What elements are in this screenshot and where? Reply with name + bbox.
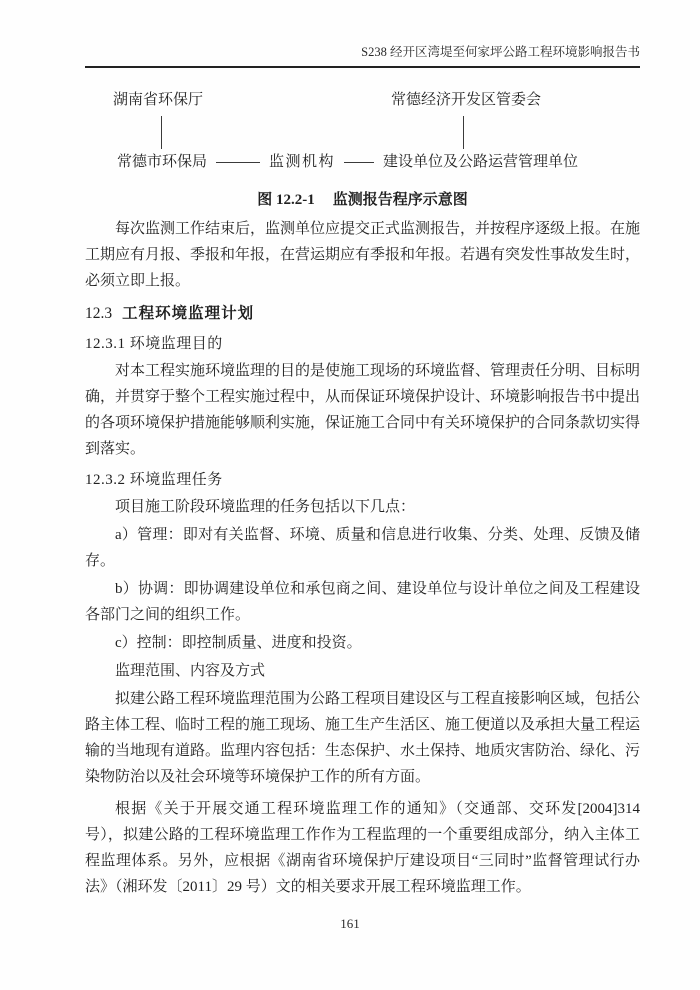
diagram-connector-horizontal-2 <box>344 162 374 163</box>
list-item-c: c）控制：即控制质量、进度和投资。 <box>115 635 362 651</box>
paragraph-tasks-intro: 项目施工阶段环境监理的任务包括以下几点： <box>115 499 416 515</box>
heading-12-3-1: 12.3.1 环境监理目的 <box>85 336 223 352</box>
paragraph-scope-label: 监理范围、内容及方式 <box>115 663 266 679</box>
page-content <box>85 88 640 900</box>
running-title: S238 经开区湾堤至何家坪公路工程环境影响报告书 <box>361 45 640 59</box>
diagram-node-changde-edz: 常德经济开发区管委会 <box>391 92 542 108</box>
diagram-connector-left-vertical <box>161 116 162 149</box>
diagram-connector-right-vertical <box>463 116 464 149</box>
heading-12-3-title: 工程环境监理计划 <box>122 305 255 322</box>
diagram-node-construction-unit: 建设单位及公路运营管理单位 <box>383 154 579 170</box>
figure-caption-title: 监测报告程序示意图 <box>332 192 468 208</box>
page-number: 161 <box>340 916 360 931</box>
heading-12-3 <box>85 302 640 326</box>
diagram-node-provincial-epa: 湖南省环保厅 <box>113 92 204 108</box>
monitoring-report-flow-diagram <box>85 88 640 178</box>
diagram-connector-horizontal-1 <box>216 162 260 163</box>
paragraph-scope: 拟建公路工程环境监理范围为公路工程项目建设区与工程直接影响区域，包括公路主体工程、临时工程的施工现场、施工生产生活区、施工便道以及承担大量工程运输的当地现有道路。监理内容包括：生态保护、水土保持、地质灾害防治、绿化、污染物防治以及社会环境等环境保护工作的所有方面。 <box>85 691 641 785</box>
page-header <box>85 0 640 68</box>
page-footer <box>0 916 700 932</box>
heading-12-3-number: 12.3 <box>85 305 113 322</box>
list-item-b: b）协调：即协调建设单位和承包商之间、建设单位与设计单位之间及工程建设各部门之间的组织工作。 <box>85 581 640 623</box>
paragraph-reporting: 每次监测工作结束后，监测单位应提交正式监测报告，并按程序逐级上报。在施工期应有月报、季报和年报，在营运期应有季报和年报。若遇有突发性事故发生时，必须立即上报。 <box>85 221 641 289</box>
list-item-a: a）管理：即对有关监督、环境、质量和信息进行收集、分类、处理、反馈及储存。 <box>85 527 640 569</box>
diagram-node-changde-epa: 常德市环保局 <box>117 154 208 170</box>
paragraph-basis: 根据《关于开展交通工程环境监理工作的通知》（交通部、交环发[2004]314 号），拟建公路的工程环境监理工作作为工程监理的一个重要组成部分，纳入主体工程监理体系。另外，应根据《湖南省环境保护厅建设项目“三同时”监督管理试行办法》（湘环发〔2011〕29 号）文的相关要求开展工程环境监理工作。 <box>85 801 640 895</box>
figure-caption <box>85 190 640 210</box>
figure-caption-number: 图 12.2-1 <box>257 192 315 208</box>
diagram-node-monitoring-org: 监测机构 <box>269 154 336 170</box>
heading-12-3-2: 12.3.2 环境监理任务 <box>85 472 223 488</box>
paragraph-purpose: 对本工程实施环境监理的目的是使施工现场的环境监督、管理责任分明、目标明确，并贯穿于整个工程实施过程中，从而保证环境保护设计、环境影响报告书中提出的各项环境保护措施能够顺利实施，保证施工合同中有关环境保护的合同条款切实得到落实。 <box>85 363 641 457</box>
